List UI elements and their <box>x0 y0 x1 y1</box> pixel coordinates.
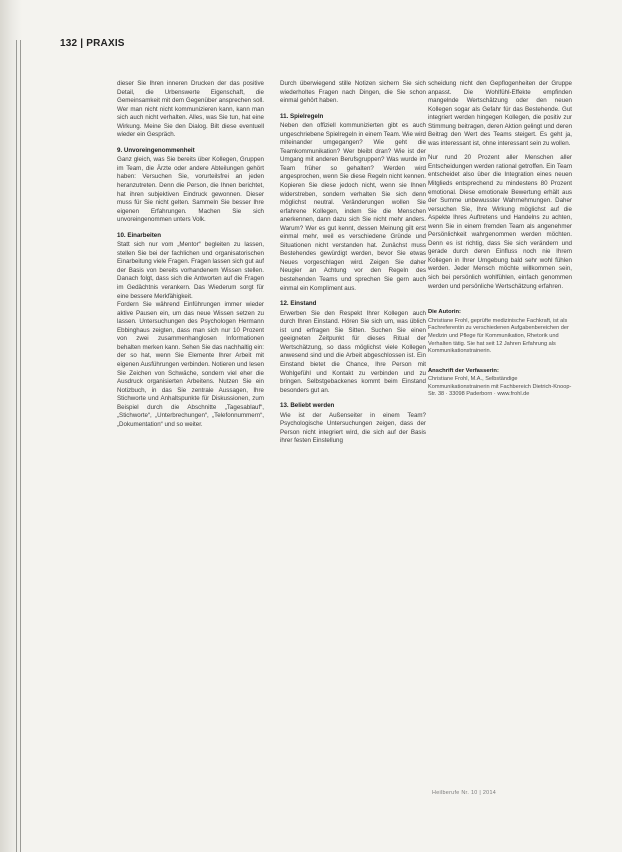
text-column-2 <box>280 80 426 446</box>
author-box <box>428 309 572 399</box>
page-header: 132 | PRAXIS <box>60 38 125 49</box>
section-heading: 13. Beliebt werden <box>280 402 335 410</box>
paragraph: Neben den offiziell kommunizierten gibt es auch ungeschriebene Spielregeln in einem Team. Wie wird miteinander umgegangen? Wie geht die Teamkommunikation? Wer bleibt dran? Wie ist der Umgang mit anderen Berufsgruppen? Was wurde im Team früher so gehalten? Werden wird angesprochen, wenn Sie diese Regeln nicht kennen. Kopieren Sie diese jedoch nicht, wenn sie Ihnen widerstreben, sondern verhalten Sie sich denn möglichst neutral. Veränderungen wollen Sie erfahrene Kollegen, indem Sie die Menschen anerkennen, dann dazu sich Sie nicht mehr anders. Warum? Wer es gut kennt, dessen Meinung gilt erst einmal mehr, weil es verschiedene Gründe und Situationen nicht verstanden hat. Zunächst muss Bestehendes gewürdigt werden, bevor Sie etwas Neues vorgeschlagen wird. Zeigen Sie daher Neugier an Achtung vor den Regeln des bestehenden Teams und sprechen Sie gern auch einmal ein Kompliment aus. <box>280 122 426 292</box>
paragraph: Wie ist der Außenseiter in einem Team? Psychologische Untersuchungen zeigen, dass der Person nicht integriert wird, die sich auf der Basis ihrer festen Einstellung <box>280 411 426 445</box>
paragraph: Erwerben Sie den Respekt Ihrer Kollegen auch durch Ihren Einstand. Hören Sie sich um, was üblich ist und erfragen Sie Sitten. Suchen Sie einen geeigneten Zeitpunkt für dieses Ritual der Wertschätzung, so dass möglichst viele Kollegen anwesend sind und die Arbeit abgeschlossen ist. Ein Einstand bietet die Chance, Ihre Person mit Wohlgefühl und Kontakt zu verbinden und zu bringen. Selbstgebackenes kommt beim Einstand besonders gut an. <box>280 309 426 394</box>
section-heading: 11. Spielregeln <box>280 112 324 120</box>
text-column-1 <box>117 80 264 429</box>
paragraph: scheidung nicht den Gepflogenheiten der Gruppe anpasst. Die Wohlfühl-Effekte empfinden mangelnde Wertschätzung oder den neuen Kollegen sogar als Gefahr für das Bestehende. Gut integriert werden hingegen Kollegen, die positiv zur Stimmung beitragen, deren Aktion gelingt und deren Beitrag den Wert des Teams steigert. Es geht ja, was interessant ist, ohne interessant sein zu wollen. <box>428 80 572 147</box>
paragraph: Statt sich nur vom „Mentor“ begleiten zu lassen, stellen Sie bei der fachlichen und organisatorischen Einarbeitung viele Fragen. Fragen lassen sich gut auf der Basis von bereits vorhandenem Wissen stellen. Danach folgt, dass sich die Antworten auf die Fragen im Gedächtnis verankern. Das Wiederum sorgt für eine bessere Merkfähigkeit. <box>117 241 264 300</box>
author-address: Christiane Frohl, M.A., Selbständige Kommunikationstrainerin mit Fachbereich Dietrich-Knoop-Str. 38 · 33098 Paderborn · www.frohl.de <box>428 376 572 398</box>
paragraph: Nur rund 20 Prozent aller Menschen aller Entscheidungen werden rational getroffen. Ein Team entscheidet also über die Integration eines neuen Mitglieds entsprechend zu mindestens 80 Prozent emotional. Diese emotionale Bewertung erhält aus der Summe unbewusster Wahrnehmungen. Daher versuchen Sie, Ihre Wirkung möglichst auf die Aspekte Ihres Auftretens und Handelns zu achten, wenn Sie in einem fremden Team als angenehmer Persönlichkeit wahrgenommen werden möchten. Denn es ist richtig, dass Sie sich verändern und gerade durch deren Einfluss noch nie Ihrem Kollegen in Ihrer Umgebung bald sehr wohl fühlen werden. Jeder Mensch möchte willkommen sein, sich bei persönlich wohlfühlen, einfach genommen werden und persönliche Wertschätzung erfahren. <box>428 154 572 290</box>
paragraph: Ganz gleich, was Sie bereits über Kollegen, Gruppen im Team, die Ärzte oder andere Abteilungen gehört haben: Versuchen Sie, vorurteilsfrei an jeden heranzutreten. Denn die Person, die Ihnen berichtet, hat ihren subjektiven Eindruck gewonnen. Dieser muss für Sie nicht gelten. Sammeln Sie besser Ihre eigenen Erfahrungen. Machen Sie sich unvoreingenommen unters Volk. <box>117 156 264 224</box>
paragraph: Fordern Sie während Einführungen immer wieder aktive Pausen ein, um das neue Wissen setzen zu lassen. Untersuchungen des Psychologen Hermann Ebbinghaus zeigten, dass man sich nur 10 Prozent von zwei zusammenhanglosen Informationen behalten merken kann. Sehen Sie das nachhaltig ein: der so hat, wenn Sie Elemente Ihrer Arbeit mit eigenen Ausführungen verbinden. Notieren und lesen Sie Zeichen von Schwäche, sondern viel eher die Ausdruck organisierten Arbeitens. Nutzen Sie ein Notizbuch, in das Sie zentrale Aussagen, Ihre Stichworte und Anhaltspunkte für Diskussionen, zum Beispiel durch die Abschnitte „Tagesablauf“, „Stichworte“, „Unterbrechungen“, „Telefonnummern“, „Dokumentation“ und so weiter. <box>117 301 264 428</box>
paragraph: Durch überwiegend stille Notizen sichern Sie sich wiederholtes Fragen nach Dingen, die Sie schon einmal gehört haben. <box>280 80 426 105</box>
binding-line <box>16 40 17 852</box>
page-binding <box>0 0 22 852</box>
text-column-3 <box>428 80 572 399</box>
author-bio: Christiane Frohl, geprüfte medizinische Fachkraft, ist als Fachreferentin zu verschiedenen Aufgabenbereichen der Medizin und Pflege für Kommunikation, Rhetorik und Verhalten tätig. Sie hat seit 12 Jahren Erfahrung als Kommunikationstrainerin. <box>428 317 569 355</box>
section-heading: 10. Einarbeiten <box>117 231 162 239</box>
address-heading: Anschrift der Verfasserin: <box>428 367 499 374</box>
section-heading: 9. Unvoreingenommenheit <box>117 146 195 154</box>
section-heading: 12. Einstand <box>280 300 317 308</box>
page-footer: Heilberufe Nr. 10 | 2014 <box>432 790 497 796</box>
paragraph: dieser Sie Ihren inneren Drucken der das positive Detail, die Urbenswerte Eigenschaft, die Gemeinsamkeit mit dem Gegenüber ansprechen soll. Wer man nicht nicht kommunizieren kann, kann man sich auch nicht verhalten. Alles, was Sie tun, hat eine Wirkung. Meine Sie den Dialog. Bilt diese eventuell wieder ein Gespräch. <box>117 80 264 139</box>
author-heading: Die Autorin: <box>428 309 461 316</box>
binding-line <box>20 40 21 852</box>
